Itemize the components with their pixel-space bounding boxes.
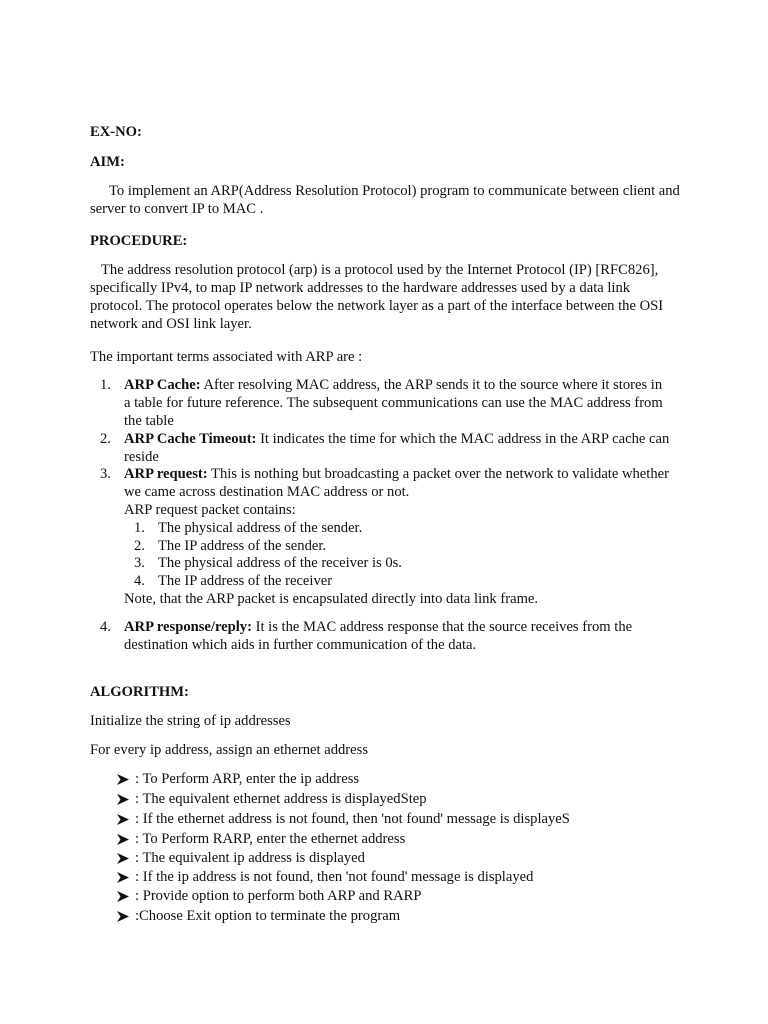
term-label: ARP response/reply: (124, 619, 252, 635)
sub-list-number: 4. (134, 573, 145, 589)
list-number: 4. (100, 619, 111, 635)
arrow-bullet-icon (117, 814, 129, 825)
algorithm-step (117, 868, 677, 886)
sub-list-text: The physical address of the sender. (158, 520, 363, 536)
step-text: :Choose Exit option to terminate the program (135, 908, 401, 924)
sub-list-item (134, 537, 554, 555)
list-item (100, 430, 670, 466)
sub-list-item (134, 519, 554, 537)
list-number: 3. (100, 466, 111, 482)
arrow-bullet-icon (117, 774, 129, 785)
arrow-bullet-icon (117, 794, 129, 805)
ex-no-label: EX-NO: (90, 124, 142, 140)
list-item (100, 465, 670, 501)
sub-list-item (134, 572, 554, 590)
algorithm-step (117, 770, 677, 788)
sub-list-number: 1. (134, 520, 145, 536)
term-label: ARP Cache Timeout: (124, 431, 257, 447)
sub-list-item (134, 554, 554, 572)
algorithm-step (117, 830, 677, 848)
term-label: ARP Cache: (124, 377, 201, 393)
algorithm-heading: ALGORITHM: (90, 684, 189, 700)
sub-list-text: The IP address of the sender. (158, 538, 327, 554)
procedure-heading: PROCEDURE: (90, 233, 188, 249)
step-text: : If the ip address is not found, then 'not found' message is displayed (135, 869, 534, 885)
terms-intro: The important terms associated with ARP are : (90, 349, 363, 365)
arrow-bullet-icon (117, 911, 129, 922)
step-text: : To Perform ARP, enter the ip address (135, 771, 360, 787)
list-item (100, 376, 670, 430)
arrow-bullet-icon (117, 853, 129, 864)
procedure-paragraph: The address resolution protocol (arp) is a protocol used by the Internet Protocol (IP) [RFC826], specifically IPv4, to map IP network addresses to the hardware addresses used by a data link protocol. The protocol operates below the network layer as a part of the interface between the OSI network and OSI link layer. (90, 262, 664, 332)
step-text: : Provide option to perform both ARP and RARP (135, 888, 422, 904)
packet-intro: ARP request packet contains: (124, 502, 296, 518)
algorithm-step (117, 887, 677, 905)
step-text: : To Perform RARP, enter the ethernet address (135, 831, 406, 847)
algorithm-line-1: Initialize the string of ip addresses (90, 713, 291, 729)
aim-text: To implement an ARP(Address Resolution Protocol) program to communicate between client and server to convert IP to MAC . (90, 183, 680, 217)
algorithm-step (117, 790, 677, 808)
step-text: : If the ethernet address is not found, then 'not found' message is displayeS (135, 811, 570, 827)
algorithm-step (117, 810, 677, 828)
term-description: It is the MAC address response that the source receives from the destination which aids in further communication of the data. (124, 619, 633, 653)
list-item (100, 618, 670, 654)
sub-list-number: 2. (134, 538, 145, 554)
algorithm-step (117, 907, 677, 925)
aim-heading: AIM: (90, 154, 125, 170)
list-number: 1. (100, 377, 111, 393)
sub-list-number: 3. (134, 555, 145, 571)
algorithm-step (117, 849, 677, 867)
term-description: It indicates the time for which the MAC address in the ARP cache can reside (124, 431, 670, 465)
sub-list-text: The physical address of the receiver is 0s. (158, 555, 402, 571)
arrow-bullet-icon (117, 891, 129, 902)
step-text: : The equivalent ethernet address is displayedStep (135, 791, 427, 807)
term-description: After resolving MAC address, the ARP sends it to the source where it stores in a table for future reference. The subsequent communications can use the MAC address from the table (124, 377, 663, 429)
term-description: This is nothing but broadcasting a packet over the network to validate whether we came across destination MAC address or not. (124, 466, 669, 500)
list-number: 2. (100, 431, 111, 447)
arrow-bullet-icon (117, 872, 129, 883)
sub-list-text: The IP address of the receiver (158, 573, 333, 589)
step-text: : The equivalent ip address is displayed (135, 850, 365, 866)
packet-note: Note, that the ARP packet is encapsulated directly into data link frame. (124, 591, 539, 607)
arrow-bullet-icon (117, 834, 129, 845)
term-label: ARP request: (124, 466, 208, 482)
algorithm-line-2: For every ip address, assign an ethernet address (90, 742, 369, 758)
